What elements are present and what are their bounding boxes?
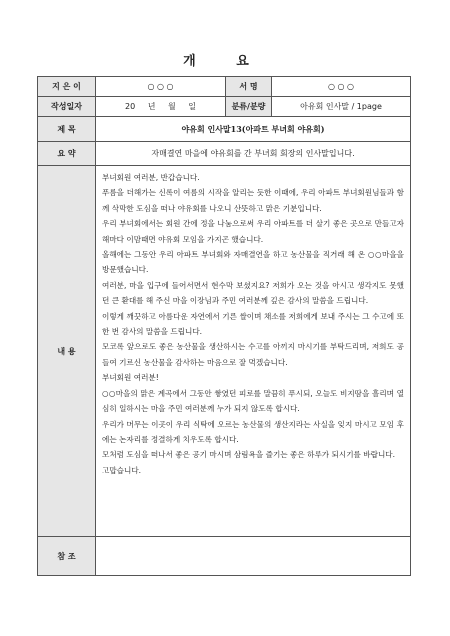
author-label: 지 은 이 (38, 77, 96, 97)
content-paragraph: 우리 부녀회에서는 회원 간에 정을 나눔으로써 우리 아파트를 더 살기 좋은 곳으로 만들고자 해마다 이맘때면 야유회 모임을 가지곤 했습니다. (102, 219, 404, 244)
content-paragraph: 우리가 머무는 이곳이 우리 식탁에 오르는 농산물의 생산지라는 사실을 잊지 마시고 모임 후에는 논자리를 정결하게 치우도록 합시다. (102, 419, 404, 444)
category-value: 아유회 인사말 / 1page (272, 97, 411, 117)
content-paragraph: 부녀회원 여러분! (102, 373, 159, 383)
reference-label: 참 조 (38, 537, 96, 576)
content-paragraph: 고맙습니다. (102, 465, 142, 475)
content-paragraph: 모코록 앞으로도 좋은 농산물을 생산하시는 수고를 아끼지 마시기를 부탁드리며, 저희도 공들여 기르신 농산물을 감사하는 마음으로 잘 먹겠습니다. (102, 342, 404, 367)
content-paragraph: ○○마을의 맑은 계곡에서 그동안 쌓였던 피로를 말끔히 푸시되, 오늘도 비지땀을 흘리며 열심히 일하시는 마을 주민 여러분께 누가 되지 않도록 합시다. (102, 388, 404, 414)
speaker-value: ○ ○ ○ (272, 77, 411, 97)
outline-table (37, 76, 411, 576)
speaker-label: 서 명 (226, 77, 272, 97)
content-paragraph: 이렇게 깨끗하고 아름다운 자연에서 기른 쌀이며 채소를 저희에게 보내 주시는 그 수고에 또 한 번 감사의 말씀을 드립니다. (102, 311, 404, 337)
subject-value: 야유회 인사말13(아파트 부녀회 야유회) (96, 117, 411, 142)
reference-value (96, 537, 411, 576)
content-label: 내 용 (38, 166, 96, 537)
document-title: 개 요 (183, 54, 267, 69)
date-value: 20 년 월 일 (96, 97, 226, 117)
subject-label: 제 목 (38, 117, 96, 142)
summary-label: 요 약 (38, 142, 96, 166)
content-paragraph: 부녀회원 여러분, 반갑습니다. (102, 173, 200, 182)
content-body (96, 166, 411, 537)
content-paragraph: 여러분, 마을 입구에 들어서면서 현수막 보셨지요? 저희가 오는 것을 아시고 생각지도 못했던 큰 환대를 해 주신 마을 이장님과 주민 여러분께 깊은 감사의 말씀을 드립니다. (102, 280, 404, 306)
date-label: 작성일자 (38, 97, 96, 117)
category-label: 분류/분량 (226, 97, 272, 117)
content-paragraph: 푸름을 더해가는 신록이 여름의 시작을 알리는 듯한 이때에, 우리 아파트 부녀회원님들과 함께 삭막한 도심을 떠나 야유회를 나오니 산뜻하고 맑은 기분입니다. (102, 188, 404, 213)
author-value: ○ ○ ○ (96, 77, 226, 97)
content-paragraph: 올해에는 그동안 우리 아파트 부녀회와 자매결연을 하고 농산물을 직거래 해 온 ○○마을을 방문했습니다. (102, 250, 404, 275)
summary-value: 자매결연 마을에 야유회를 간 부녀회 회장의 인사말입니다. (96, 142, 411, 166)
content-paragraph: 모처럼 도심을 떠나서 좋은 공기 마시며 삼림욕을 즐기는 좋은 하루가 되시기를 바랍니다. (102, 450, 396, 460)
